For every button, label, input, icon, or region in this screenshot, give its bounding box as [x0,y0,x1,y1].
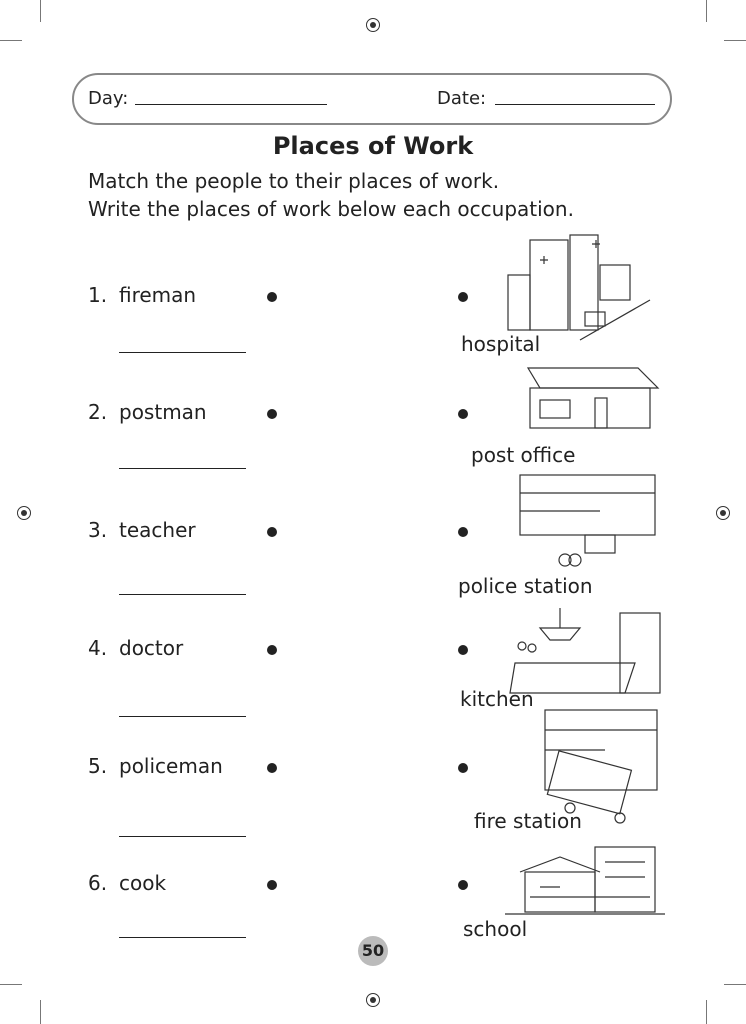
occupation-number: 3. [88,518,108,542]
page-title: Places of Work [272,132,474,160]
crop-mark [724,40,746,41]
place-match-dot[interactable] [458,527,468,537]
answer-blank[interactable] [119,937,246,938]
occupation-number: 6. [88,871,108,895]
date-label: Date: [437,88,487,109]
occupation-match-dot[interactable] [267,763,277,773]
registration-mark-icon [366,18,380,32]
place-label: post office [471,443,576,467]
crop-mark [0,40,22,41]
instruction-line: Write the places of work below each occupation. [88,197,574,221]
registration-mark-icon [366,993,380,1007]
police-station-picture [520,475,655,566]
occupation-name: postman [119,400,207,424]
school-picture [505,847,665,914]
crop-mark [40,0,41,22]
place-match-dot[interactable] [458,645,468,655]
day-field[interactable] [135,104,327,105]
occupation-match-dot[interactable] [267,645,277,655]
hospital-picture [508,235,650,340]
answer-blank[interactable] [119,468,246,469]
page-number: 50 [358,936,388,966]
registration-mark-icon [716,506,730,520]
occupation-number: 1. [88,283,108,307]
crop-mark [0,984,22,985]
place-label: kitchen [460,687,534,711]
day-label: Day: [88,88,129,109]
place-match-dot[interactable] [458,880,468,890]
date-field[interactable] [495,104,655,105]
occupation-number: 2. [88,400,108,424]
place-label: school [463,917,528,941]
occupation-match-dot[interactable] [267,409,277,419]
occupation-match-dot[interactable] [267,880,277,890]
occupation-name: doctor [119,636,184,660]
crop-mark [40,1000,41,1024]
post-office-picture [528,368,658,428]
occupation-name: policeman [119,754,223,778]
occupation-match-dot[interactable] [267,527,277,537]
day-date-box [72,73,672,125]
registration-mark-icon [17,506,31,520]
kitchen-picture [510,608,660,693]
occupation-name: cook [119,871,167,895]
answer-blank[interactable] [119,352,246,353]
place-label: fire station [474,809,582,833]
place-label: hospital [461,332,541,356]
occupation-name: teacher [119,518,196,542]
answer-blank[interactable] [119,836,246,837]
answer-blank[interactable] [119,594,246,595]
place-illustrations [500,230,670,950]
crop-mark [706,0,707,22]
place-match-dot[interactable] [458,292,468,302]
occupation-number: 5. [88,754,108,778]
occupation-name: fireman [119,283,197,307]
place-label: police station [458,574,593,598]
occupation-number: 4. [88,636,108,660]
instruction-line: Match the people to their places of work. [88,169,500,193]
fire-station-picture [545,710,657,823]
occupation-match-dot[interactable] [267,292,277,302]
crop-mark [724,984,746,985]
crop-mark [706,1000,707,1024]
place-match-dot[interactable] [458,763,468,773]
answer-blank[interactable] [119,716,246,717]
place-match-dot[interactable] [458,409,468,419]
